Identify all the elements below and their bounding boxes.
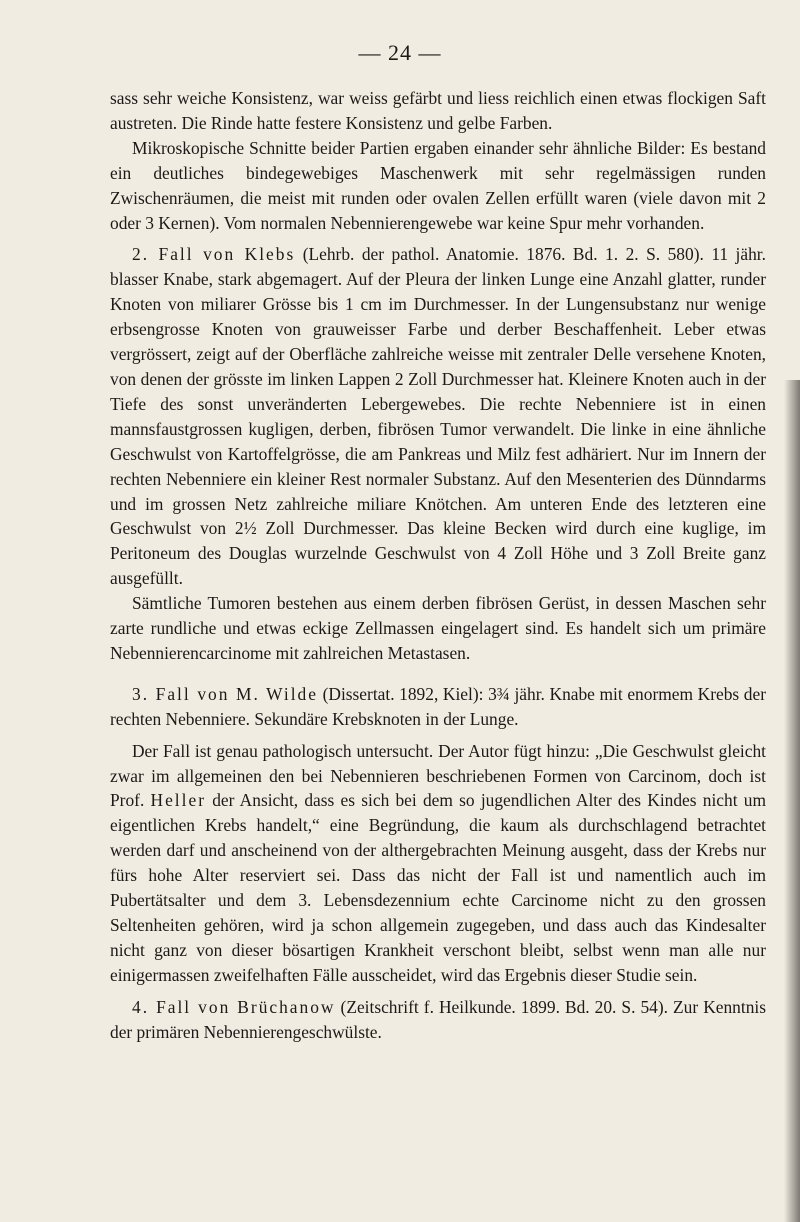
paragraph-text: der Ansicht, dass es sich bei dem so jugendlichen Alter des Kindes nicht um eigentlichen Krebs handelt,“ eine Begründung, die kaum als durchschlagend betrachtet werden darf und anscheinend von der althergebrachten Meinung ausgeht, dass der Krebs nur fürs hohe Alter reserviert sei. Dass das nicht der Fall ist und namentlich auch im Pubertätsalter und dem 3. Lebensdezennium echte Carcinome nicht zu den grossen Seltenheiten gehören, wird ja schon allgemein zugegeben, und dass auch das Kindesalter nicht ganz von dieser bösartigen Krankheit verschont bleibt, selbst wenn man alle nur einigermassen zweifelhaften Fälle ausscheidet, wird das Ergebnis dieser Studie sein.: [110, 790, 766, 985]
paragraph-case-4: [110, 995, 766, 1045]
paragraph-case-2: [110, 242, 766, 591]
body-text: [110, 86, 766, 1045]
case-heading: 3. Fall von M. Wilde: [132, 683, 318, 704]
paragraph-text: Mikroskopische Schnitte beider Partien ergaben einander sehr ähnliche Bilder: Es bestand ein deutliches bindegewebiges Maschenwerk mit sehr regelmässigen runden Zwischenräumen, die meist mit runden oder ovalen Zellen erfüllt waren (viele davon mit 2 oder 3 Kernen). Vom normalen Nebennierengewebe war keine Spur mehr vorhanden.: [110, 137, 766, 233]
paragraph-text: (Zeitschrift f. Heilkunde. 1899. Bd. 20. S. 54). Zur Kenntnis der primären Nebennierengeschwülste.: [110, 996, 766, 1042]
case-heading: 4. Fall von Brüchanow: [132, 996, 336, 1017]
paragraph-text: sass sehr weiche Konsistenz, war weiss gefärbt und liess reichlich einen etwas flockigen Saft austreten. Die Rinde hatte festere Konsistenz und gelbe Farben.: [110, 88, 766, 133]
paragraph-tumor-description: [110, 86, 766, 136]
case-heading: 2. Fall von Klebs: [132, 244, 296, 265]
page-edge-shadow: [784, 380, 800, 1222]
paragraph-case-2-summary: [110, 591, 766, 666]
author-name: Heller: [150, 790, 206, 811]
paragraph-case-3-discussion: [110, 739, 766, 988]
paragraph-case-3: [110, 682, 766, 732]
paragraph-text: Der Fall ist genau pathologisch untersucht. Der Autor fügt hinzu: „Die Geschwulst gleicht zwar im allgemeinen den bei Nebennieren beschriebenen Formen von Carcinom, doch ist Prof.: [110, 740, 766, 811]
paragraph-text: (Dissertat. 1892, Kiel): 3¾ jähr. Knabe mit enormem Krebs der rechten Nebenniere. Sekundäre Krebsknoten in der Lunge.: [110, 683, 766, 729]
paragraph-text: (Lehrb. der pathol. Anatomie. 1876. Bd. 1. 2. S. 580). 11 jähr. blasser Knabe, stark abgemagert. Auf der Pleura der linken Lunge eine Anzahl glatter, runder Knoten von miliarer Grösse bis 1 cm im Durchmesser. In der Lungensubstanz nur wenige erbsengrosse Knoten von grauweisser Farbe und derber Beschaffenheit. Leber etwas vergrössert, zeigt auf der Oberfläche zahlreiche weisse mit zentraler Delle versehene Knoten, von denen der grösste im linken Lappen 2 Zoll Durchmesser hat. Kleinere Knoten auch in der Tiefe des sonst unveränderten Lebergewebes. Die rechte Nebenniere ist in einen mannsfaustgrossen kugligen, derben, fibrösen Tumor verwandelt. Die linke in eine ähnliche Geschwulst von Kartoffelgrösse, die am Pankreas und Milz fest adhäriert. Nur im Innern der rechten Nebenniere ein kleiner Rest normaler Substanz. Auf den Mesenterien des Dünndarms und im grossen Netz zahlreiche miliare Knötchen. Am unteren Ende des letzteren eine Geschwulst von 2½ Zoll Durchmesser. Das kleine Becken wird durch eine kuglige, im Peritoneum des Douglas wurzelnde Geschwulst von 4 Zoll Höhe und 3 Zoll Breite ganz ausgefüllt.: [110, 244, 766, 589]
page-number: — 24 —: [358, 40, 442, 65]
paragraph-microscopy: [110, 136, 766, 236]
paragraph-text: Sämtliche Tumoren bestehen aus einem derben fibrösen Gerüst, in dessen Maschen sehr zarte rundliche und etwas eckige Zellmassen eingelagert sind. Es handelt sich um primäre Nebennierencarcinome mit zahlreichen Metastasen.: [110, 593, 766, 663]
